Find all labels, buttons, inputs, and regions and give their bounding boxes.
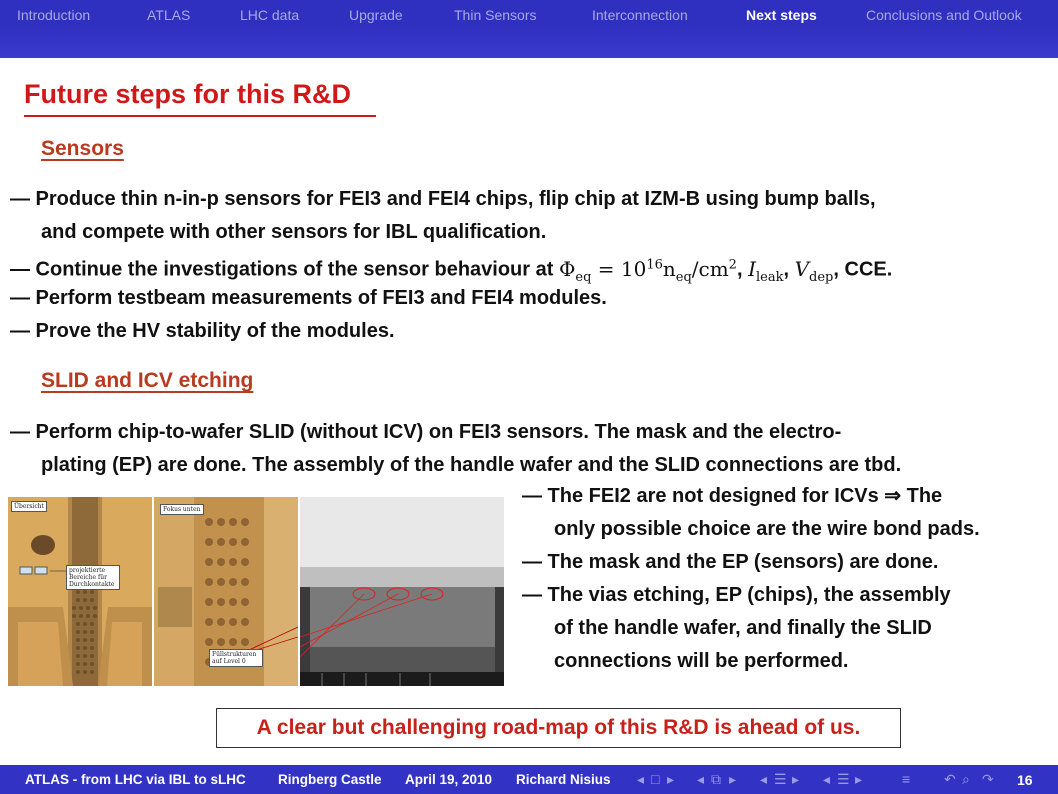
img2-label-bottom: Füllstrukturen auf Level 0 [209,649,263,667]
phi-symbol: Φ [558,256,576,281]
sensors-bullet-1-cont: and compete with other sensors for IBL qualification. [41,221,547,243]
unit: /cm [691,256,729,281]
nav-next-section-icon[interactable]: ▸ [855,771,863,787]
microscope-image-overview [8,497,152,686]
footer-venue: Ringberg Castle [278,772,382,787]
n-sub: eq [675,269,692,285]
title-underline [24,115,376,117]
slide-title: Future steps for this R&D [24,79,352,109]
nav-subsection-icon[interactable]: ☰ [774,771,787,787]
n-symbol: n [662,256,676,281]
footer-author: Richard Nisius [516,772,611,787]
sensors-bullet-3: — Perform testbeam measurements of FEI3 and FEI4 modules. [10,287,607,309]
slid-right-bullet-3-cont-2: connections will be performed. [554,650,849,672]
img1-label-top: Übersicht [11,501,47,512]
nav-atlas[interactable]: ATLAS [147,7,191,23]
leak-sub: leak [755,269,784,285]
slid-right-bullet-2: — The mask and the EP (sensors) are done. [522,551,939,573]
section-nav-bar [0,0,1058,58]
footer-talk-title: ATLAS - from LHC via IBL to sLHC [25,772,246,787]
slid-right-bullet-3-cont-1: of the handle wafer, and finally the SLID [554,617,932,639]
nav-prev-subsection-icon[interactable]: ◂ [760,771,768,787]
nav-frame-icon[interactable]: □ [651,771,660,787]
slid-bullet-1: — Perform chip-to-wafer SLID (without ICV) on FEI3 sensors. The mask and the electro- [10,421,842,443]
footer-date: April 19, 2010 [405,772,493,787]
img2-label-top: Fokus unten [160,504,204,515]
nav-introduction[interactable]: Introduction [17,7,91,23]
dep-sub: dep [809,269,834,285]
equals-ten: = 10 [591,256,647,281]
phi-sub: eq [575,269,592,285]
i-symbol: I [748,256,756,281]
sem-image-cross-section [300,497,504,686]
nav-search-icon[interactable]: ⌕ [962,771,970,787]
nav-next-frame-icon[interactable]: ▸ [667,771,675,787]
nav-conclusions[interactable]: Conclusions and Outlook [866,7,1022,23]
nav-appendix-icon[interactable]: ≡ [902,771,911,787]
v-symbol: V [794,256,810,281]
nav-prev-section-icon[interactable]: ◂ [823,771,831,787]
sensors-bullet-2 [10,253,892,290]
nav-slide-icon[interactable]: ⧉ [711,771,721,787]
nav-next-subsection-icon[interactable]: ▸ [792,771,800,787]
nav-prev-frame-icon[interactable]: ◂ [637,771,645,787]
nav-interconnection[interactable]: Interconnection [592,7,688,23]
nav-thin-sensors[interactable]: Thin Sensors [454,7,537,23]
nav-upgrade[interactable]: Upgrade [349,7,403,23]
nav-redo-icon[interactable]: ↷ [982,771,994,787]
comma-2: , [783,258,795,281]
slid-bullet-1-cont: plating (EP) are done. The assembly of the handle wafer and the SLID connections are tbd. [41,454,902,476]
b2-suffix: , CCE. [833,258,893,281]
footer-bar [0,765,1058,794]
sensors-bullet-1: — Produce thin n-in-p sensors for FEI3 and FEI4 chips, flip chip at IZM-B using bump balls, [10,188,876,210]
nav-lhc-data[interactable]: LHC data [240,7,300,23]
sensors-heading: Sensors [41,137,124,160]
nav-prev-slide-icon[interactable]: ◂ [697,771,705,787]
slid-right-bullet-1: — The FEI2 are not designed for ICVs ⇒ The [522,485,943,507]
nav-next-slide-icon[interactable]: ▸ [729,771,737,787]
sensors-bullet-4: — Prove the HV stability of the modules. [10,320,395,342]
slid-right-bullet-3: — The vias etching, EP (chips), the assembly [522,584,951,606]
unit-exp: 2 [728,257,737,272]
img1-label-mid: projektierte Bereiche für Durchkontakte [66,565,120,590]
exponent: 16 [646,257,663,272]
conclusion-box [216,708,901,748]
nav-next-steps[interactable]: Next steps [746,7,817,23]
microscope-image-focus [154,497,298,686]
b2-prefix: — Continue the investigations of the sensor behaviour at [10,258,559,281]
conclusion-text: A clear but challenging road-map of this R&D is ahead of us. [256,716,861,739]
comma-1: , [736,258,749,281]
page-number: 16 [1017,772,1033,788]
slid-heading: SLID and ICV etching [41,369,254,392]
nav-section-icon[interactable]: ☰ [837,771,850,787]
nav-undo-icon[interactable]: ↶ [944,771,956,787]
slid-right-bullet-1-cont: only possible choice are the wire bond pads. [554,518,980,540]
